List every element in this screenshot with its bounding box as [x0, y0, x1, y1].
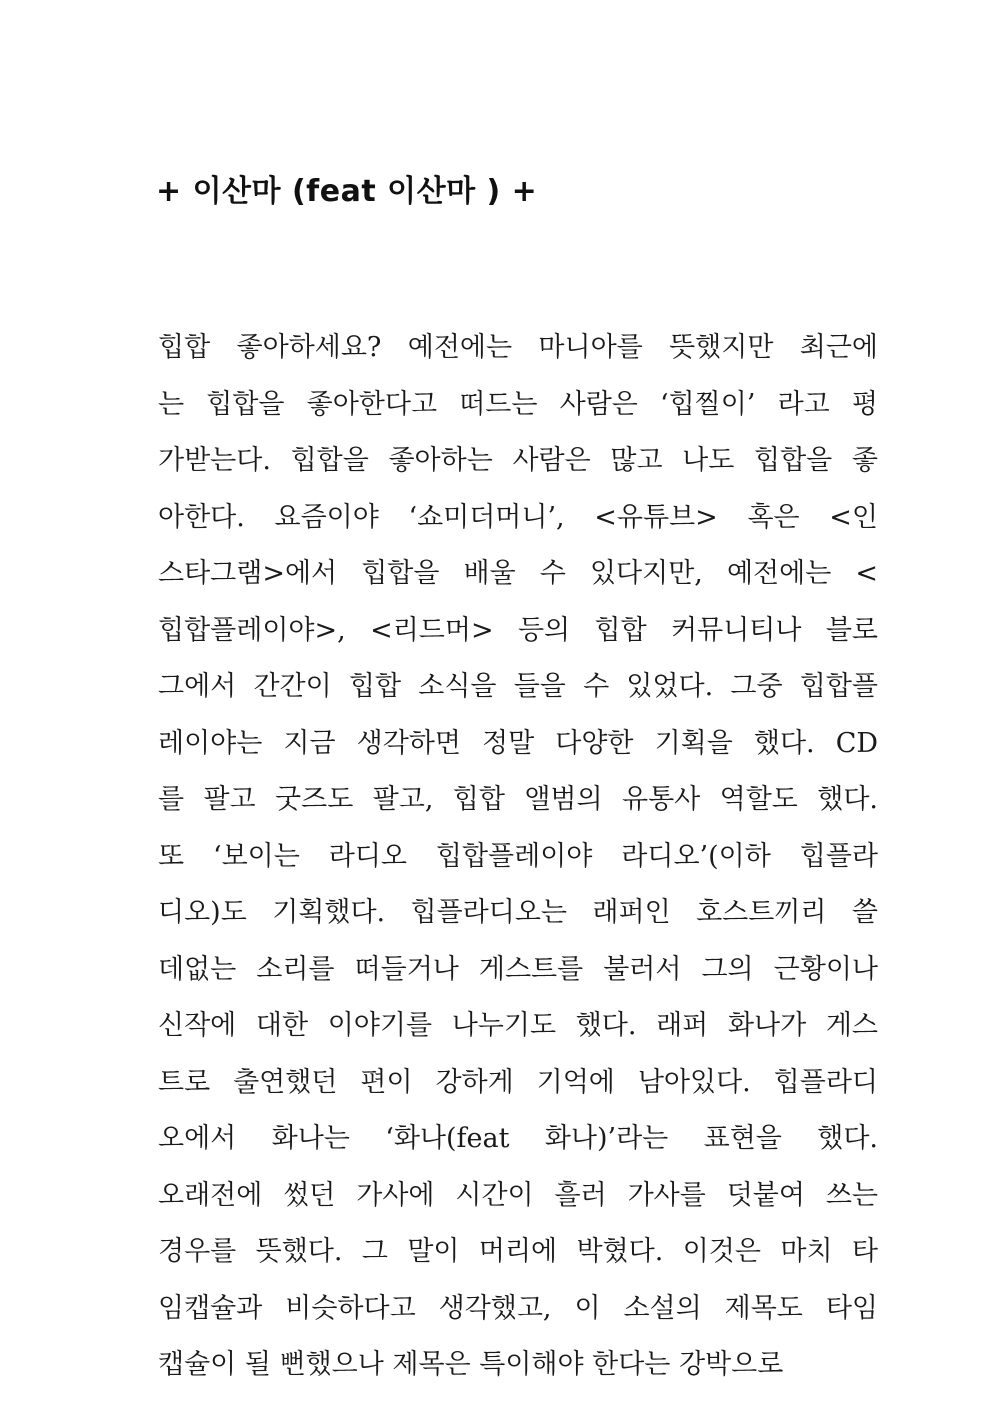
text-line: 캡슐이 될 뻔했으나 제목은 특이해야 한다는 강박으로: [158, 1349, 784, 1380]
text-line: 또 ‘보이는 라디오 힙합플레이야 라디오’(이하 힙플라: [158, 840, 878, 872]
page-title: + 이산마 (feat 이산마 ) +: [156, 174, 538, 209]
text-line: 는 힙합을 좋아한다고 떠드는 사람은 ‘힙찔이’ 라고 평: [158, 388, 878, 420]
text-line: 스타그램>에서 힙합을 배울 수 있다지만, 예전에는 <: [158, 558, 878, 589]
text-line: 가받는다. 힙합을 좋아하는 사람은 많고 나도 힙합을 좋: [158, 445, 878, 476]
text-line: 경우를 뜻했다. 그 말이 머리에 박혔다. 이것은 마치 타: [158, 1236, 878, 1267]
text-line: 임캡슐과 비슷하다고 생각했고, 이 소설의 제목도 타임: [158, 1292, 878, 1324]
text-line: 힙합 좋아하세요? 예전에는 마니아를 뜻했지만 최근에: [158, 332, 878, 363]
text-line: 레이야는 지금 생각하면 정말 다양한 기획을 했다. CD: [158, 727, 878, 759]
text-line: 트로 출연했던 편이 강하게 기억에 남아있다. 힙플라디: [158, 1066, 878, 1098]
text-line: 디오)도 기획했다. 힙플라디오는 래퍼인 호스트끼리 쓸: [158, 897, 878, 928]
text-line: 그에서 간간이 힙합 소식을 들을 수 있었다. 그중 힙합플: [158, 671, 878, 702]
text-line: 힙합플레이야>, <리드머> 등의 힙합 커뮤니티나 블로: [158, 614, 878, 646]
text-line: 오에서 화나는 ‘화나(feat 화나)’라는 표현을 했다.: [158, 1123, 878, 1154]
text-line: 를 팔고 굿즈도 팔고, 힙합 앨범의 유통사 역할도 했다.: [158, 784, 878, 815]
text-line: 신작에 대한 이야기를 나누기도 했다. 래퍼 화나가 게스: [158, 1010, 878, 1041]
text-line: 데없는 소리를 떠들거나 게스트를 불러서 그의 근황이나: [158, 953, 878, 985]
text-line: 아한다. 요즘이야 ‘쇼미더머니’, <유튜브> 혹은 <인: [158, 501, 878, 533]
text-line: 오래전에 썼던 가사에 시간이 흘러 가사를 덧붙여 쓰는: [158, 1179, 878, 1211]
body-text: [158, 320, 878, 1394]
